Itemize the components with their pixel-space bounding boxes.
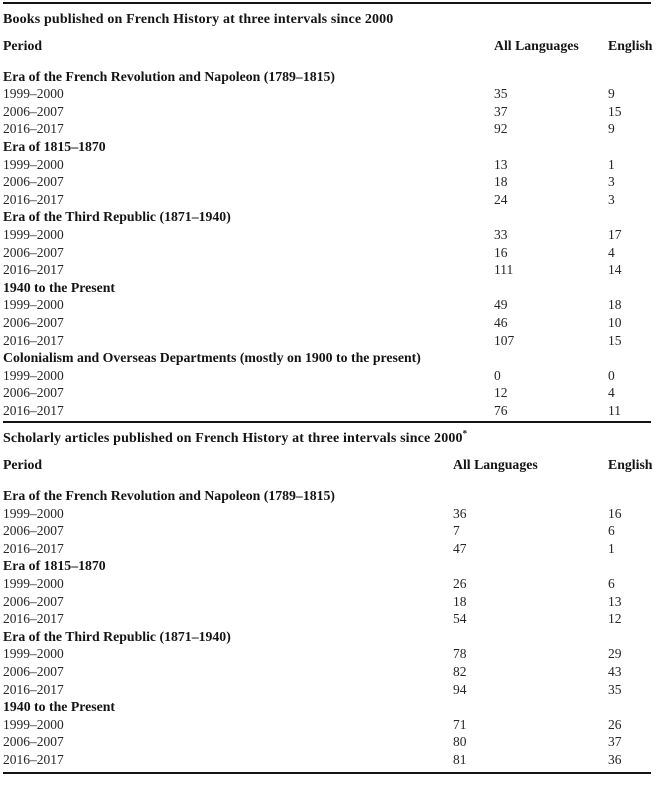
cell-period: 2006–2007 [3,523,64,539]
cell-english: 3 [608,191,615,207]
cell-all-languages: 80 [453,734,467,750]
section-heading: Era of the Third Republic (1871–1940) [3,628,231,644]
cell-period: 1999–2000 [3,716,64,732]
table-row [3,384,651,402]
table-row [3,173,651,191]
cell-period: 2016–2017 [3,262,64,278]
table [3,2,651,419]
cell-period: 2016–2017 [3,191,64,207]
table-row [3,575,651,593]
table-row [3,716,651,734]
cell-all-languages: 107 [494,332,515,348]
cell-period: 2006–2007 [3,174,64,190]
footnote-marker: * [462,428,468,439]
table-row [3,226,651,244]
cell-period: 2016–2017 [3,681,64,697]
table-row [3,120,651,138]
cell-period: 2006–2007 [3,664,64,679]
section-heading: 1940 to the Present [3,699,116,715]
cell-all-languages: 36 [453,505,467,521]
table-row [3,367,651,385]
table-row [3,733,651,751]
section-heading: Era of the Third Republic (1871–1940) [3,209,231,225]
cell-period: 2016–2017 [3,540,64,556]
section-heading: Colonialism and Overseas Departments (mostly on 1900 to the present) [3,350,421,366]
cell-all-languages: 94 [453,681,467,697]
column-header-row [3,37,651,55]
cell-all-languages: 26 [453,576,467,592]
cell-all-languages: 81 [453,751,467,767]
cell-english: 4 [608,244,615,260]
table-row [3,296,651,314]
column-header-english: English [608,38,653,53]
table-row [3,540,651,558]
table [3,421,651,768]
cell-all-languages: 12 [494,385,508,401]
section-heading: Era of 1815–1870 [3,558,106,574]
cell-english: 1 [608,156,615,172]
section-heading: 1940 to the Present [3,279,116,295]
cell-all-languages: 24 [494,191,508,207]
table-row [3,156,651,174]
separator-rule [3,421,651,423]
cell-all-languages: 0 [494,367,501,383]
table-row [3,85,651,103]
table-row [3,645,651,663]
cell-period: 2006–2007 [3,244,64,260]
cell-english: 29 [608,646,622,662]
cell-period: 1999–2000 [3,646,64,662]
cell-period: 1999–2000 [3,505,64,521]
cell-period: 1999–2000 [3,86,64,102]
table-row [3,244,651,262]
cell-period: 2006–2007 [3,385,64,401]
section-heading: Era of the French Revolution and Napoleon (1789–1815) [3,68,336,84]
cell-period: 2006–2007 [3,314,64,330]
cell-period: 2016–2017 [3,751,64,767]
cell-all-languages: 76 [494,402,508,418]
column-header-all-languages: All Languages [494,38,579,53]
table-row [3,663,651,681]
table-row [3,522,651,540]
column-header-period: Period [3,457,43,473]
cell-period: 2016–2017 [3,611,64,627]
cell-period: 2016–2017 [3,402,64,418]
cell-all-languages: 18 [453,593,467,609]
cell-all-languages: 33 [494,226,508,242]
cell-english: 26 [608,716,622,732]
cell-all-languages: 37 [494,103,508,119]
cell-period: 2006–2007 [3,103,64,119]
section-heading: Era of 1815–1870 [3,138,106,154]
cell-english: 9 [608,86,615,102]
cell-period: 2016–2017 [3,121,64,137]
top-rule [3,2,651,4]
bottom-rule [3,772,651,774]
column-header-all-languages: All Languages [453,457,538,473]
cell-english: 0 [608,367,615,383]
cell-english: 6 [608,576,615,592]
cell-all-languages: 7 [453,523,460,539]
table-row [3,505,651,523]
cell-english: 35 [608,681,622,697]
cell-all-languages: 35 [494,86,508,102]
table-row [3,261,651,279]
cell-all-languages: 92 [494,121,508,137]
table-row [3,610,651,628]
cell-english: 9 [608,121,615,137]
column-header-english: English [608,457,653,473]
cell-english: 16 [608,505,622,521]
cell-all-languages: 82 [453,664,467,679]
page [0,2,661,774]
cell-period: 1999–2000 [3,576,64,592]
cell-english: 15 [608,103,622,119]
cell-period: 1999–2000 [3,226,64,242]
cell-english: 13 [608,593,622,609]
cell-english: 15 [608,332,622,348]
cell-english: 36 [608,751,622,767]
table-row [3,681,651,699]
section-heading: Era of the French Revolution and Napoleon (1789–1815) [3,488,336,504]
cell-all-languages: 16 [494,244,508,260]
cell-english: 3 [608,174,615,190]
table-row [3,402,651,420]
table-row [3,593,651,611]
cell-all-languages: 49 [494,297,508,313]
column-header-period: Period [3,38,43,53]
table-title-text: Scholarly articles published on French History at three intervals since 2000 [3,431,463,447]
cell-all-languages: 18 [494,174,508,190]
cell-all-languages: 71 [453,716,467,732]
cell-all-languages: 46 [494,314,508,330]
table-row [3,332,651,350]
scanned-page [0,2,661,796]
cell-english: 1 [608,540,615,556]
cell-english: 17 [608,226,622,242]
tables-root [3,2,651,774]
cell-all-languages: 78 [453,646,467,662]
cell-period: 2006–2007 [3,734,64,750]
cell-all-languages: 13 [494,156,508,172]
cell-all-languages: 47 [453,540,467,556]
table-row [3,191,651,209]
cell-all-languages: 111 [494,262,514,278]
cell-english: 12 [608,611,622,627]
table-row [3,103,651,121]
cell-period: 1999–2000 [3,156,64,172]
cell-all-languages: 54 [453,611,467,627]
cell-english: 4 [608,385,615,401]
cell-english: 6 [608,523,615,539]
cell-period: 2006–2007 [3,593,64,609]
cell-english: 37 [608,734,622,750]
cell-english: 43 [608,664,622,679]
table-title [3,11,651,28]
table-row [3,314,651,332]
cell-english: 14 [608,262,622,278]
cell-period: 1999–2000 [3,367,64,383]
table-row [3,751,651,769]
cell-english: 11 [608,402,621,418]
table-title-text: Books published on French History at three intervals since 2000 [3,12,394,27]
cell-period: 1999–2000 [3,297,64,313]
cell-english: 10 [608,314,622,330]
cell-period: 2016–2017 [3,332,64,348]
cell-english: 18 [608,297,622,313]
column-header-row [3,456,651,474]
table-title [3,430,651,447]
